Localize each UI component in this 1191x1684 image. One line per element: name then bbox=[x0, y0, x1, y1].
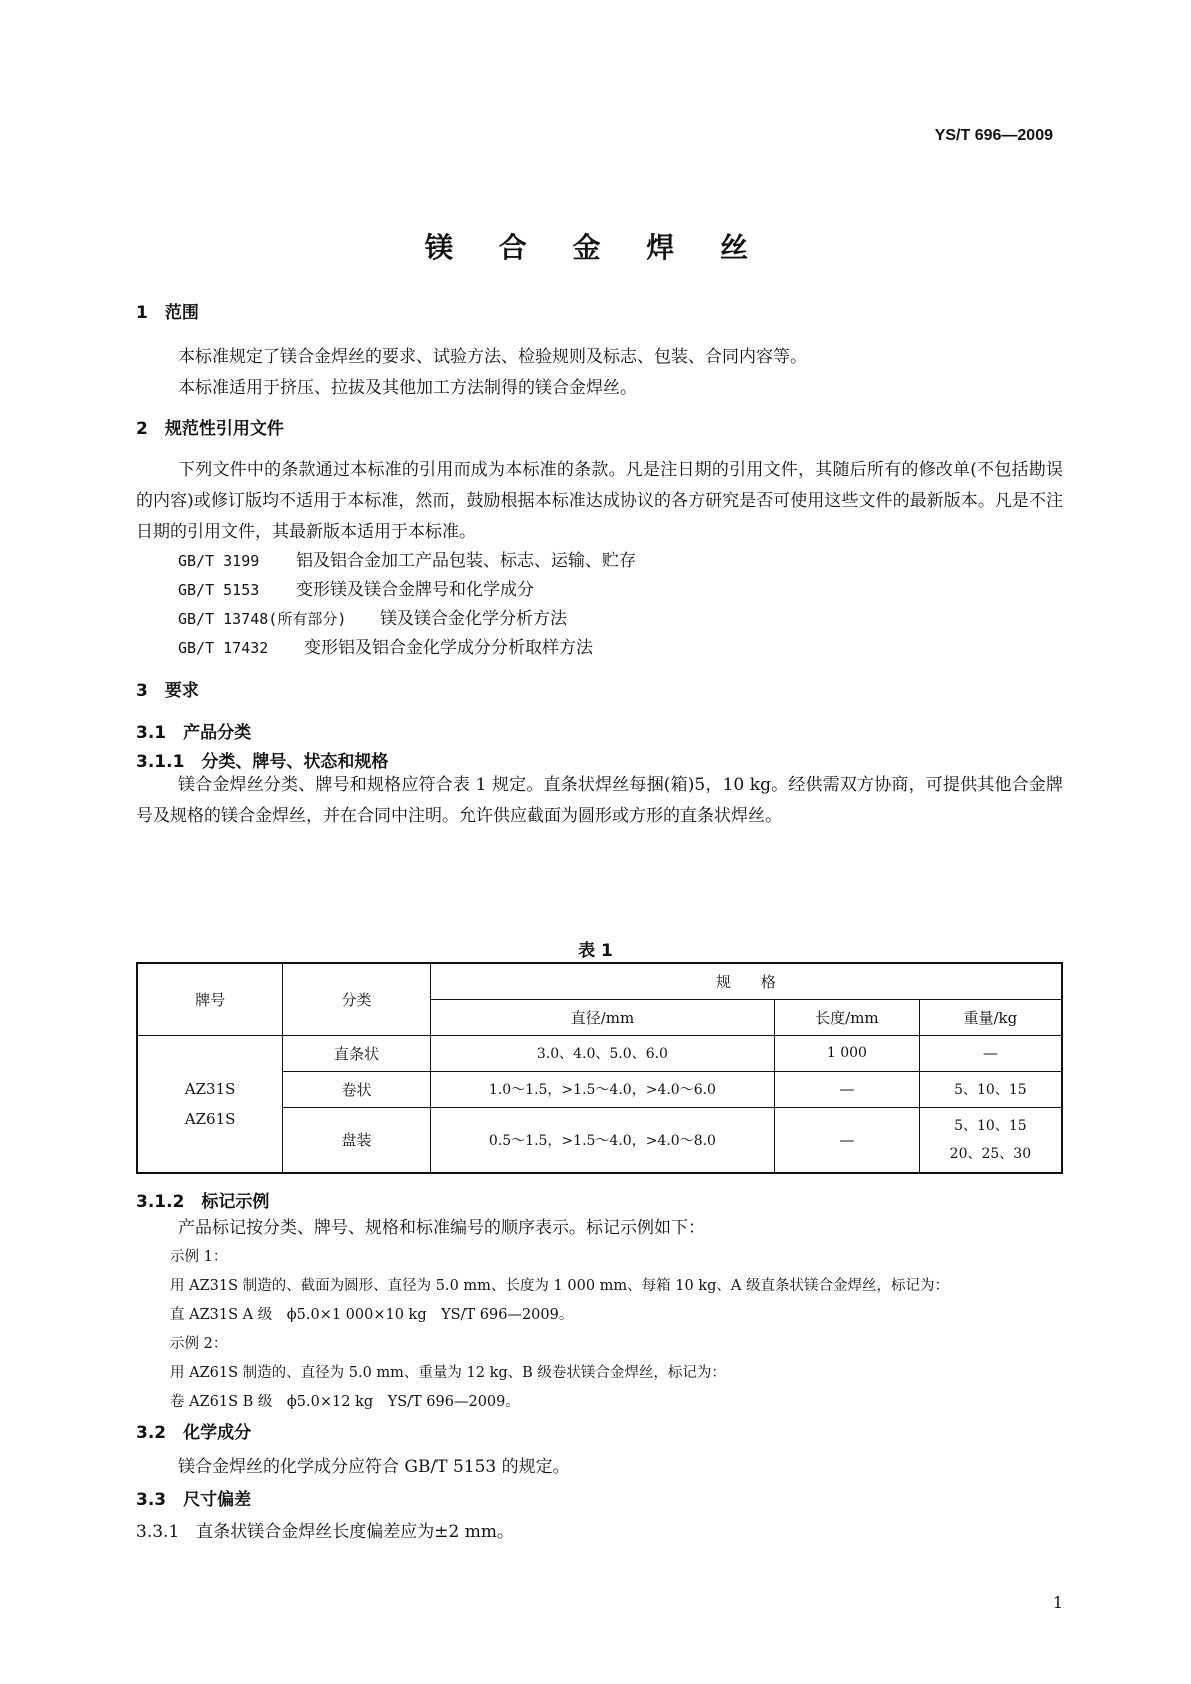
example-2-label: 示例 2： bbox=[170, 1336, 228, 1352]
reference-title: 变形铝及铝合金化学成分分析取样方法 bbox=[304, 638, 593, 658]
header-grade: 牌号 bbox=[137, 963, 283, 1035]
example-2-line-2: 卷 AZ61S B 级 ϕ5.0×12 kg YS/T 696—2009。 bbox=[170, 1394, 520, 1410]
reference-code: GB/T 3199 bbox=[178, 552, 260, 570]
table-row bbox=[137, 1035, 1062, 1071]
example-1-line-1: 用 AZ31S 制造的、截面为圆形、直径为 5.0 mm、长度为 1 000 mm、每箱 10 kg、A 级直条状镁合金焊丝，标记为： bbox=[170, 1278, 949, 1294]
table-caption: 表 1 bbox=[578, 941, 613, 961]
section-3-2-heading: 3.2 化学成分 bbox=[136, 1423, 252, 1443]
weight-line: 5、10、15 bbox=[954, 1117, 1027, 1134]
section-3-1-heading: 3.1 产品分类 bbox=[136, 723, 252, 743]
header-weight: 重量/kg bbox=[919, 999, 1062, 1035]
section-3-1-2-heading: 3.1.2 标记示例 bbox=[136, 1192, 270, 1212]
section-3-3-heading: 3.3 尺寸偏差 bbox=[136, 1490, 252, 1510]
section-3-1-1-heading: 3.1.1 分类、牌号、状态和规格 bbox=[136, 752, 389, 772]
header-class: 分类 bbox=[283, 963, 431, 1035]
section-1-para-1: 本标准规定了镁合金焊丝的要求、试验方法、检验规则及标志、包装、合同内容等。 bbox=[178, 347, 807, 367]
section-3-2-paragraph: 镁合金焊丝的化学成分应符合 GB/T 5153 的规定。 bbox=[178, 1457, 570, 1477]
header-spec: 规 格 bbox=[430, 963, 1062, 999]
header-length: 长度/mm bbox=[775, 999, 920, 1035]
reference-code: GB/T 17432 bbox=[178, 639, 269, 657]
section-3-3-1: 3.3.1 直条状镁合金焊丝长度偏差应为±2 mm。 bbox=[136, 1522, 514, 1542]
reference-item bbox=[178, 604, 567, 629]
class-cell: 卷状 bbox=[283, 1071, 431, 1107]
header-diameter: 直径/mm bbox=[430, 999, 774, 1035]
weight-cell: 5、10、15 bbox=[919, 1071, 1062, 1107]
class-cell: 盘装 bbox=[283, 1107, 431, 1173]
spec-table bbox=[136, 962, 1063, 1174]
reference-code: GB/T 13748(所有部分) bbox=[178, 610, 347, 628]
section-2-paragraph: 下列文件中的条款通过本标准的引用而成为本标准的条款。凡是注日期的引用文件，其随后所有的修改单(不包括勘误的内容)或修订版均不适用于本标准，然而，鼓励根据本标准达成协议的各方研究是否可使用这些文件的最新版本。凡是不注日期的引用文件，其最新版本适用于本标准。 bbox=[136, 460, 1063, 542]
length-cell: — bbox=[775, 1071, 920, 1107]
weight-cell: — bbox=[919, 1035, 1062, 1071]
reference-item bbox=[178, 575, 534, 600]
section-2-heading: 2 规范性引用文件 bbox=[136, 419, 284, 439]
diameter-cell: 1.0～1.5，>1.5～4.0，>4.0～6.0 bbox=[430, 1071, 774, 1107]
length-cell: 1 000 bbox=[775, 1035, 920, 1071]
reference-item bbox=[178, 633, 593, 658]
grade-az61s: AZ61S bbox=[184, 1109, 236, 1128]
section-3-heading: 3 要求 bbox=[136, 681, 199, 701]
document-title: 镁 合 金 焊 丝 bbox=[425, 231, 766, 264]
standard-number: YS/T 696—2009 bbox=[934, 127, 1053, 144]
reference-item bbox=[178, 546, 636, 571]
section-3-1-2-paragraph: 产品标记按分类、牌号、规格和标准编号的顺序表示。标记示例如下： bbox=[178, 1218, 705, 1238]
example-1-line-2: 直 AZ31S A 级 ϕ5.0×1 000×10 kg YS/T 696—2009。 bbox=[170, 1307, 574, 1323]
example-1-label: 示例 1： bbox=[170, 1249, 228, 1265]
reference-title: 变形镁及镁合金牌号和化学成分 bbox=[296, 580, 534, 600]
example-2-line-1: 用 AZ61S 制造的、直径为 5.0 mm、重量为 12 kg、B 级卷状镁合金焊丝，标记为： bbox=[170, 1365, 726, 1381]
weight-cell bbox=[919, 1107, 1062, 1173]
grade-cell bbox=[137, 1035, 283, 1173]
grade-az31s: AZ31S bbox=[184, 1079, 236, 1098]
length-cell: — bbox=[775, 1107, 920, 1173]
section-1-para-2: 本标准适用于挤压、拉拔及其他加工方法制得的镁合金焊丝。 bbox=[178, 378, 637, 398]
section-3-1-1-paragraph: 镁合金焊丝分类、牌号和规格应符合表 1 规定。直条状焊丝每捆(箱)5，10 kg。经供需双方协商，可提供其他合金牌号及规格的镁合金焊丝，并在合同中注明。允许供应截面为圆形或方形的直条状焊丝。 bbox=[136, 775, 1063, 826]
diameter-cell: 0.5～1.5，>1.5～4.0，>4.0～8.0 bbox=[430, 1107, 774, 1173]
reference-code: GB/T 5153 bbox=[178, 581, 260, 599]
reference-title: 铝及铝合金加工产品包装、标志、运输、贮存 bbox=[296, 551, 636, 571]
section-1-heading: 1 范围 bbox=[136, 303, 199, 323]
diameter-cell: 3.0、4.0、5.0、6.0 bbox=[430, 1035, 774, 1071]
weight-line: 20、25、30 bbox=[949, 1145, 1032, 1162]
page-number: 1 bbox=[1052, 1593, 1063, 1612]
class-cell: 直条状 bbox=[283, 1035, 431, 1071]
reference-title: 镁及镁合金化学分析方法 bbox=[380, 609, 567, 629]
